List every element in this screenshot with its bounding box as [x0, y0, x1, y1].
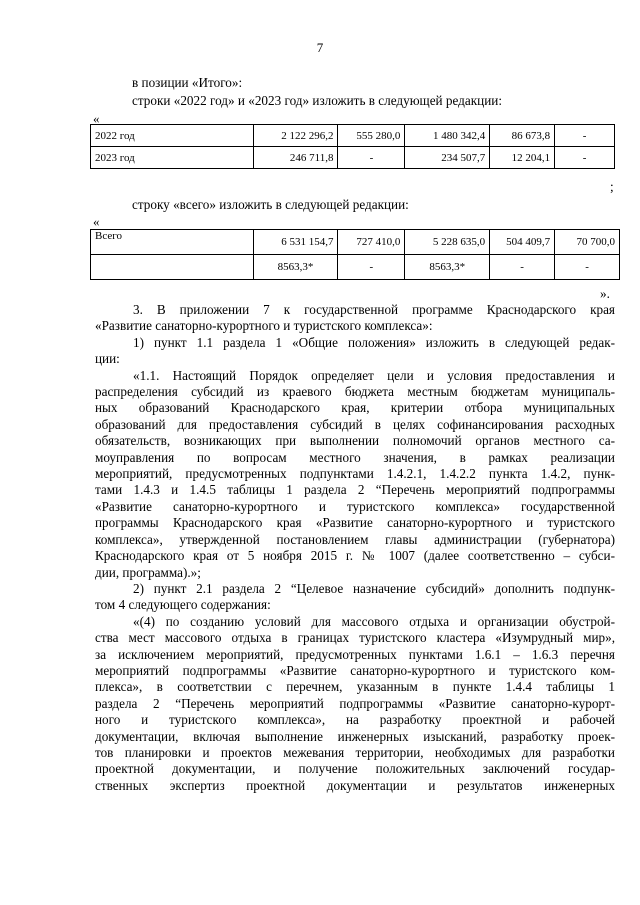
body-line: документации, включая выполнение инженерных изысканий, разработку проек- [95, 728, 615, 744]
cell-local: 12 204,1 [490, 147, 555, 169]
cell-other: - [555, 255, 620, 280]
body-line: 2) пункт 2.1 раздела 2 “Целевое назначение субсидий» дополнить подпунк- [133, 580, 615, 596]
body-line: дии, программа).»; [95, 564, 201, 580]
table-row [91, 147, 615, 169]
body-line: плекса», в соответствии с перечнем, указанным в пункте 1.4.4 таблицы 1 [95, 679, 615, 695]
cell-local: 86 673,8 [490, 125, 555, 147]
cell-total: 2 122 296,2 [253, 125, 338, 147]
body-line: ного и туристского комплекса», на разработку проектной и рабочей [95, 712, 615, 728]
body-line: ства мест массового отдыха в границах туристского кластера «Изумрудный мир», [95, 630, 615, 646]
body-line: ции: [95, 351, 120, 367]
body-line: образований для предоставления субсидий в целях софинансирования расходных [95, 416, 615, 432]
cell-regional: 1 480 342,4 [405, 125, 490, 147]
cell-other: - [555, 147, 615, 169]
semicolon: ; [610, 179, 614, 194]
cell-total: 8563,3* [253, 255, 338, 280]
cell-regional: 234 507,7 [405, 147, 490, 169]
table-row [91, 230, 620, 255]
cell-federal: - [338, 147, 405, 169]
row-label: 2023 год [91, 147, 254, 169]
body-line: «Развитие санаторно-курортного и туристского комплекса»: [95, 318, 433, 334]
body-line: тов планировки и проектов межевания территории, необходимых для разработки [95, 744, 615, 760]
intro-line-2: строки «2022 год» и «2023 год» изложить в следующей редакции: [132, 93, 502, 108]
body-line: мероприятий, предусмотренных подпунктами 1.4.2.1, 1.4.2.2 пункта 1.4.2, пунк- [95, 466, 615, 482]
row-label: Всего [91, 230, 254, 255]
table-row [91, 125, 615, 147]
table-row [91, 255, 620, 280]
body-line: мероприятий подпрограммы «Развитие санаторно-курортного и туристского ком- [95, 662, 615, 678]
body-line: проектной документации, и получение положительных заключений государ- [95, 761, 615, 777]
body-line: комплекса», утвержденной постановлением главы администрации (губернатора) [95, 531, 615, 547]
cell-other: - [555, 125, 615, 147]
body-line: «1.1. Настоящий Порядок определяет цели и условия предоставления и [133, 367, 615, 383]
body-line: «Развитие санаторно-курортного и туристского комплекса» государственной [95, 498, 615, 514]
cell-other: 70 700,0 [555, 230, 620, 255]
body-line: тами 1.4.3 и 1.4.5 таблицы 1 раздела 2 “Перечень мероприятий подпрограммы [95, 482, 615, 498]
cell-regional: 5 228 635,0 [405, 230, 490, 255]
body-line: раздела 2 “Перечень мероприятий подпрограммы «Развитие санаторно-курорт- [95, 695, 615, 711]
row-label [91, 255, 254, 280]
body-line: моуправления по вопросам местного значения, в рамках реализации [95, 449, 615, 465]
cell-local: - [490, 255, 555, 280]
body-line: Краснодарского края от 5 ноября 2015 г. № 1007 (далее соответственно – субси- [95, 548, 615, 564]
body-line: «(4) по созданию условий для массового отдыха и организации обустрой- [133, 613, 615, 629]
body-line: 1) пункт 1.1 раздела 1 «Общие положения» изложить в следующей редак- [133, 334, 615, 350]
body-line: ственных экспертиз проектной документации и результатов инженерных [95, 777, 615, 793]
cell-federal: 727 410,0 [338, 230, 405, 255]
open-quote-1: « [93, 111, 100, 126]
body-line: том 4 следующего содержания: [95, 597, 271, 613]
body-line: обязательств, возникающих при выполнении полномочий органов местного са- [95, 433, 615, 449]
cell-total: 6 531 154,7 [253, 230, 338, 255]
body-line: за исключением мероприятий, предусмотренных пунктами 1.6.1 – 1.6.3 перечня [95, 646, 615, 662]
table-years [90, 124, 615, 169]
body-line: программы Краснодарского края «Развитие санаторно-курортного и туристского [95, 515, 615, 531]
body-text [95, 302, 615, 794]
body-line: 3. В приложении 7 к государственной программе Краснодарского края [133, 302, 615, 317]
cell-regional: 8563,3* [405, 255, 490, 280]
intro-line-1: в позиции «Итого»: [132, 75, 243, 90]
close-quote: ». [600, 286, 610, 301]
row-label: 2022 год [91, 125, 254, 147]
body-line: ных образований Краснодарского края, критерии отбора муниципальных [95, 400, 615, 416]
body-line: распределения субсидий из краевого бюджета местным бюджетам муниципаль- [95, 384, 615, 400]
open-quote-2: « [93, 214, 100, 229]
page-number: 7 [316, 40, 324, 55]
mid-text: строку «всего» изложить в следующей редакции: [132, 197, 409, 212]
cell-total: 246 711,8 [253, 147, 338, 169]
cell-federal: 555 280,0 [338, 125, 405, 147]
cell-local: 504 409,7 [490, 230, 555, 255]
cell-federal: - [338, 255, 405, 280]
table-total [90, 229, 620, 280]
